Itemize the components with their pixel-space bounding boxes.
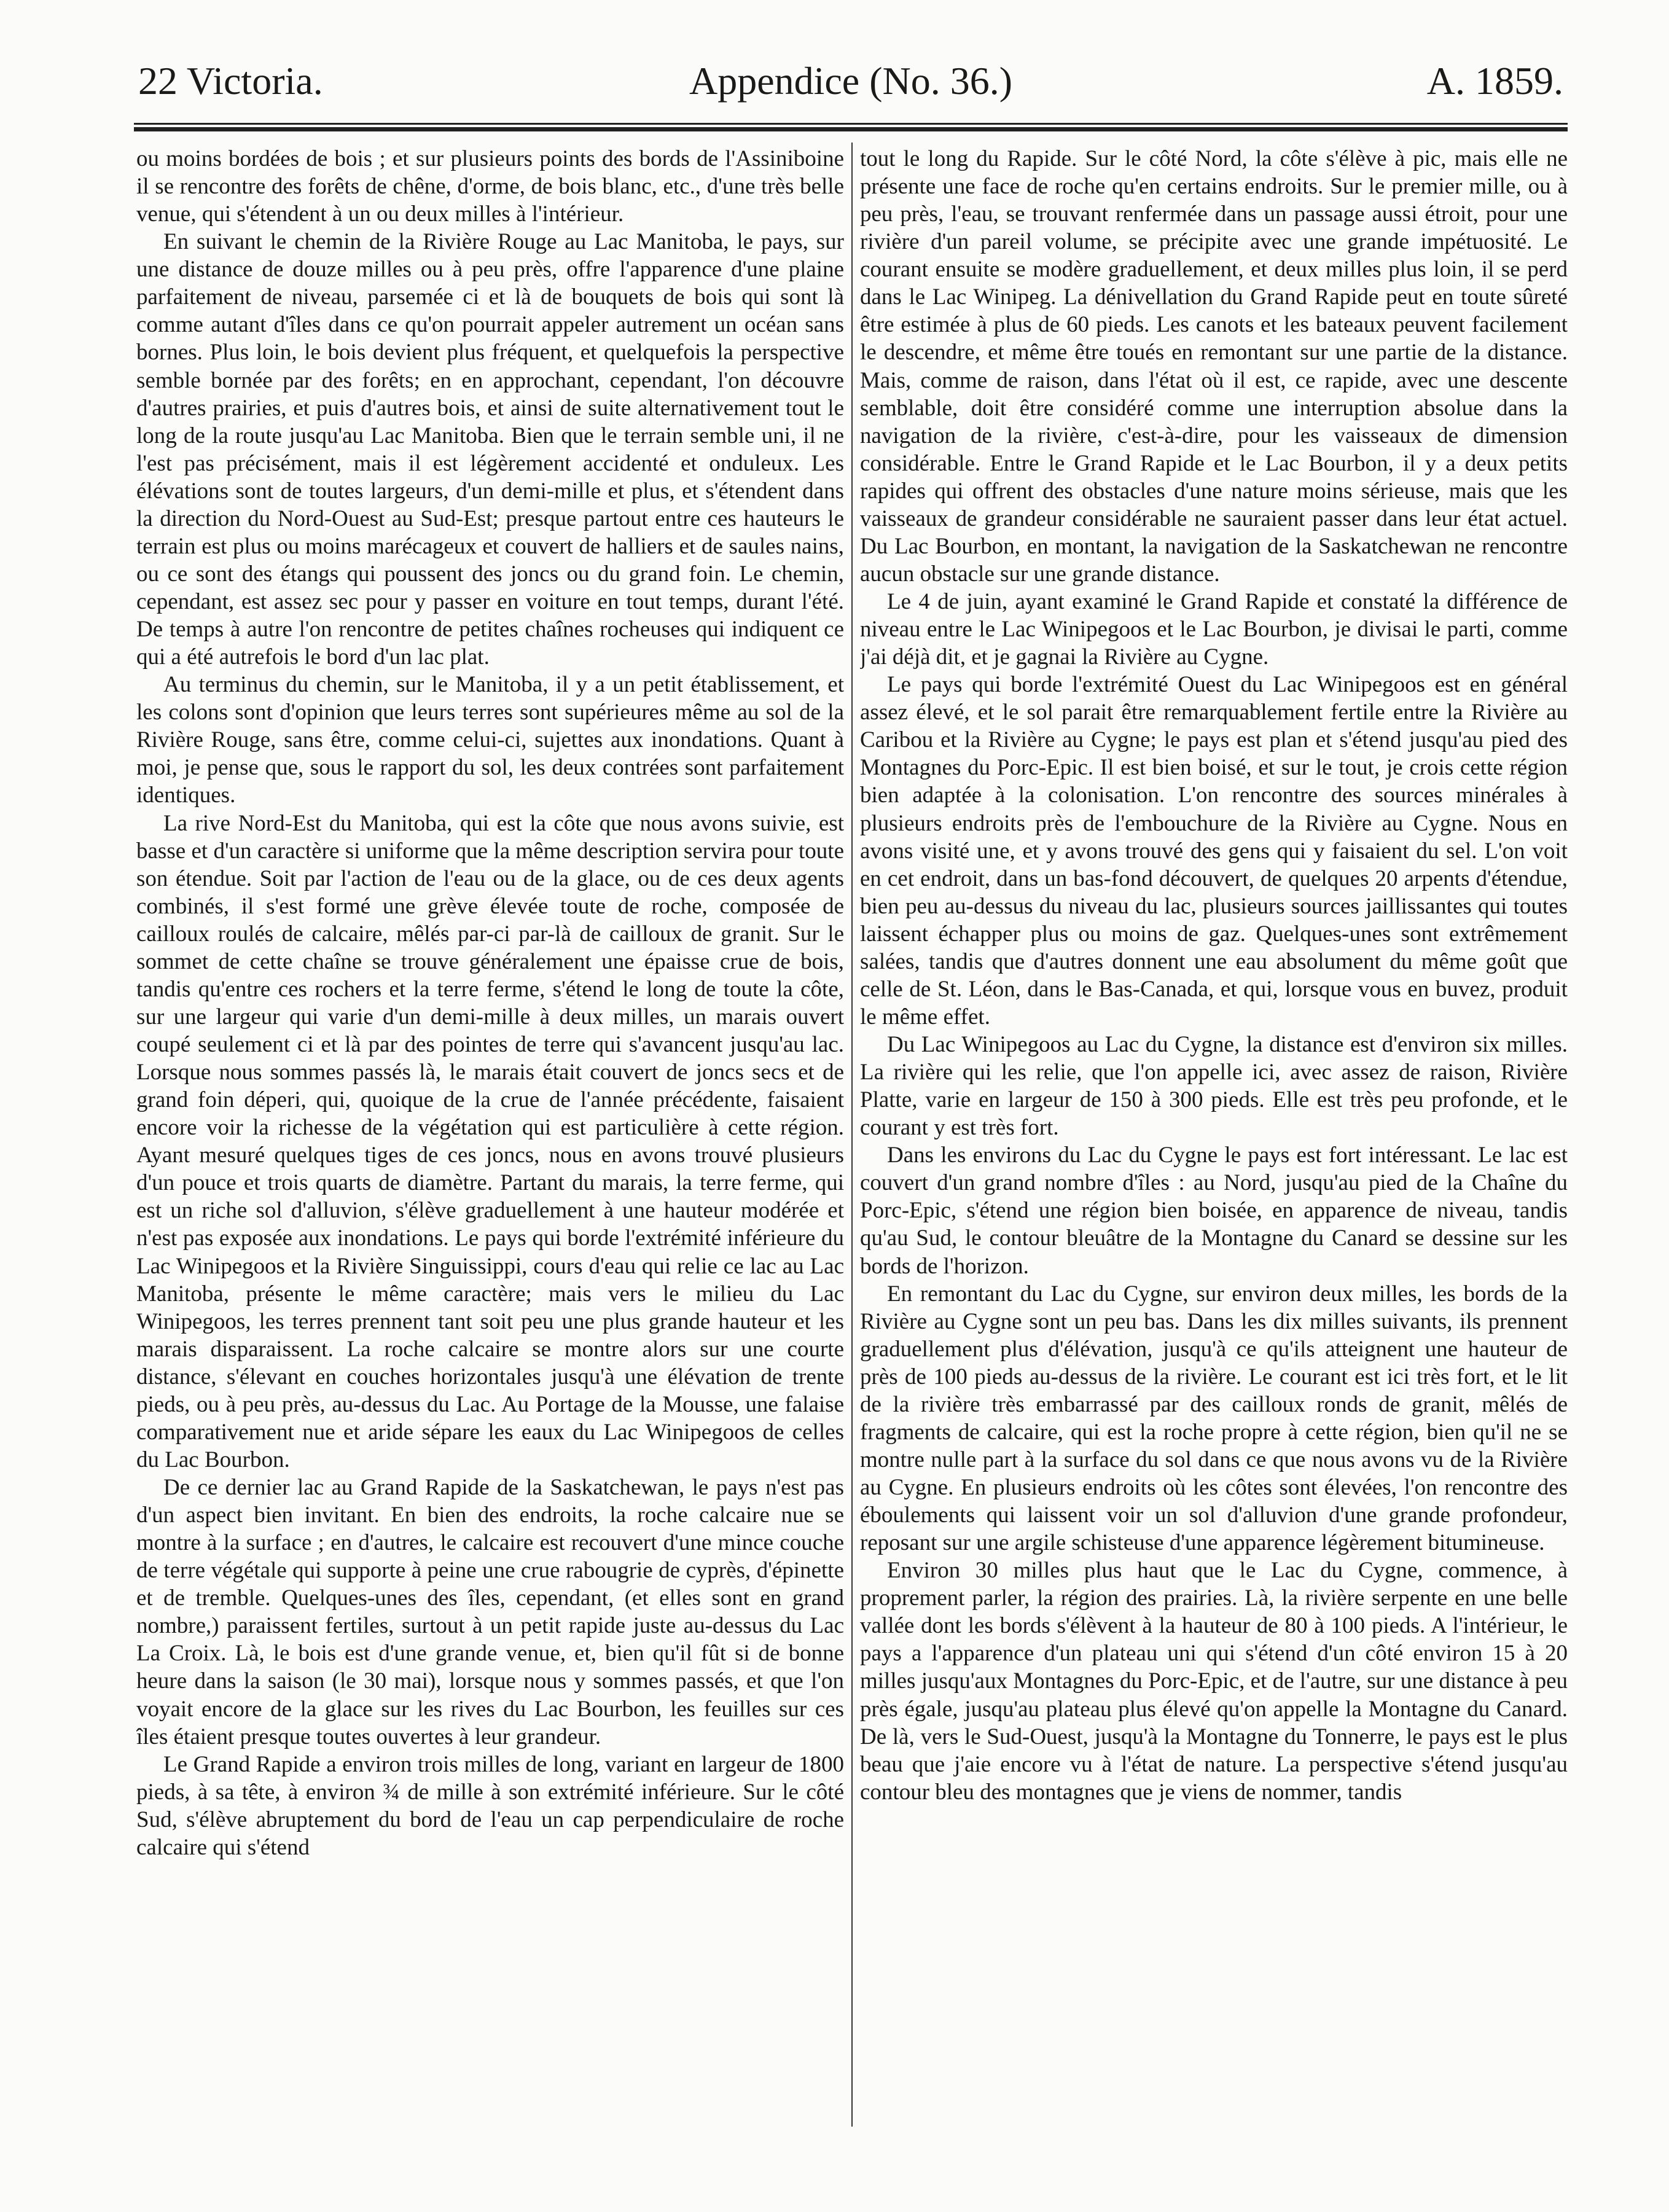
paragraph: En suivant le chemin de la Rivière Rouge au Lac Manitoba, le pays, sur une distance de douze milles ou à peu près, offre l'apparence d'une plaine parfaitement de niveau, parsemée ci et là de bouquets de bois qui sont là comme autant d'îles dans ce qu'on pourrait appeler autrement un océan sans bornes. Plus loin, le bois devient plus fréquent, et quelquefois la perspective semble bornée par des forêts; en en approchant, cependant, l'on découvre d'autres prairies, et puis d'autres bois, et ainsi de suite alternativement tout le long de la route jusqu'au Lac Manitoba. Bien que le terrain semble uni, il ne l'est pas précisément, mais il est légèrement accidenté et onduleux. Les élévations sont de toutes largeurs, d'un demi-mille et plus, et s'étendent dans la direction du Nord-Ouest au Sud-Est; presque partout entre ces hauteurs le terrain est plus ou moins marécageux et couvert de halliers et de saules nains, ou ce sont des étangs qui poussent des joncs ou du grand foin. Le chemin, cependant, est assez sec pour y passer en voiture en tout temps, durant l'été. De temps à autre l'on rencontre de petites chaînes rocheuses qui indiquent ce qui a été autrefois le bord d'un lac plat. [136,229,844,670]
header-year: A. 1859. [1426,59,1563,103]
paragraph: Du Lac Winipegoos au Lac du Cygne, la distance est d'environ six milles. La rivière qui les relie, que l'on appelle ici, avec assez de raison, Rivière Platte, varie en largeur de 150 à 300 pieds. Elle est très peu profonde, et le courant y est très fort. [860,1032,1568,1141]
header-regnal-year: 22 Victoria. [138,59,323,103]
paragraph: La rive Nord-Est du Manitoba, qui est la côte que nous avons suivie, est basse et d'un caractère si uniforme que la même description servira pour toute son étendue. Soit par l'action de l'eau ou de la glace, ou de ces deux agents combinés, il s'est formé une grève élevée toute de roche, composée de cailloux roulés de calcaire, mêlés par-ci par-là de cailloux de granit. Sur le sommet de cette chaîne se trouve généralement une épaisse crue de bois, tandis qu'entre ces rochers et la terre ferme, s'étend le long de toute la côte, sur une largeur qui varie d'un demi-mille à deux milles, un marais ouvert coupé seulement ci et là par des pointes de terre qui s'avancent jusqu'au lac. Lorsque nous sommes passés là, le marais était couvert de joncs secs et de grand foin déperi, qui, quoique de la crue de l'année précédente, faisaient encore voir la richesse de la végétation qui est particulière à cette région. Ayant mesuré quelques tiges de ces joncs, nous en avons trouvé plusieurs d'un pouce et trois quarts de diamètre. Partant du marais, la terre ferme, qui est un riche sol d'alluvion, s'élève graduellement à une hauteur modérée et n'est pas exposée aux inondations. Le pays qui borde l'extrémité inférieure du Lac Winipegoos et la Rivière Singuissippi, cours d'eau qui relie ce lac au Lac Manitoba, présente le même caractère; mais vers le milieu du Lac Winipegoos, les terres prennent tant soit peu une plus grande hauteur et les marais disparaissent. La roche calcaire se montre alors sur une courte distance, s'élevant en couches horizontales jusqu'à une élévation de trente pieds, ou à peu près, au-dessus du Lac. Au Portage de la Mousse, une falaise comparativement nue et aride sépare les eaux du Lac Winipegoos de celles du Lac Bourbon. [136,810,844,1472]
right-column [860,145,1568,2141]
paragraph: Au terminus du chemin, sur le Manitoba, il y a un petit établissement, et les colons sont d'opinion que leurs terres sont supérieures même au sol de la Rivière Rouge, sans être, comme celui-ci, sujettes aux inondations. Quant à moi, je pense que, sous le rapport du sol, les deux contrées sont parfaitement identiques. [136,672,844,808]
header-rule-thin [134,123,1568,125]
paragraph: Le pays qui borde l'extrémité Ouest du Lac Winipegoos est en général assez élevé, et le sol parait être remarquablement fertile entre la Rivière au Caribou et la Rivière au Cygne; le pays est plan et s'étend jusqu'au pied des Montagnes du Porc-Epic. Il est bien boisé, et sur le tout, je crois cette région bien adaptée à la colonisation. L'on rencontre des sources minérales à plusieurs endroits près de l'embouchure de la Rivière au Cygne. Nous en avons visité une, et y avons trouvé des gens qui y faisaient du sel. L'on voit en cet endroit, dans un bas-fond découvert, de quelques 20 arpents d'étendue, bien peu au-dessus du niveau du lac, plusieurs sources jaillissantes qui toutes laissent échapper plus ou moins de gaz. Quelques-unes sont extrêmement salées, tandis que d'autres donnent une eau absolument du même goût que celle de St. Léon, dans le Bas-Canada, et qui, lorsque vous en buvez, produit le même effet. [860,672,1568,1030]
running-header [138,44,1563,118]
header-appendix-title: Appendice (No. 36.) [689,59,1013,103]
paragraph: En remontant du Lac du Cygne, sur environ deux milles, les bords de la Rivière au Cygne sont un peu bas. Dans les dix milles suivants, ils prennent graduellement plus d'élévation, jusqu'à ce qu'ils atteignent une hauteur de près de 100 pieds au-dessus de la rivière. Le courant est ici très fort, et le lit de la rivière très embarrassé par des cailloux ronds de granit, mêlés de fragments de calcaire, qui est la roche propre à cette région, bien qu'il ne se montre nulle part à la surface du sol dans ce que nous avons vu de la Rivière au Cygne. En plusieurs endroits où les côtes sont élevées, l'on rencontre des éboulements qui laissent voir un sol d'alluvion d'une grande profondeur, reposant sur une argile schisteuse d'une apparence légèrement bitumineuse. [860,1281,1568,1556]
paragraph: tout le long du Rapide. Sur le côté Nord, la côte s'élève à pic, mais elle ne présente une face de roche qu'en certains endroits. Sur le premier mille, ou à peu près, l'eau, se trouvant renfermée dans un passage aussi étroit, pour une rivière d'un pareil volume, se précipite avec une grande impétuosité. Le courant ensuite se modère graduellement, et deux milles plus loin, il se perd dans le Lac Winipeg. La dénivellation du Grand Rapide peut en toute sûreté être estimée à plus de 60 pieds. Les canots et les bateaux peuvent facilement le descendre, et même être toués en remontant sur une partie de la distance. Mais, comme de raison, dans l'état où il est, ce rapide, avec une descente semblable, doit être considéré comme une interruption absolue dans la navigation de la rivière, c'est-à-dire, pour les vaisseaux de dimension considérable. Entre le Grand Rapide et le Lac Bourbon, il y a deux petits rapides qui offrent des obstacles d'une nature moins sérieuse, mais que les vaisseaux de grandeur considérable ne sauraient passer dans leur état actuel. Du Lac Bourbon, en montant, la navigation de la Saskatchewan ne rencontre aucun obstacle sur une grande distance. [860,146,1568,587]
paragraph: Le 4 de juin, ayant examiné le Grand Rapide et constaté la différence de niveau entre le Lac Winipegoos et le Lac Bourbon, je divisai le parti, comme j'ai déjà dit, et je gagnai la Rivière au Cygne. [860,589,1568,670]
paragraph: Le Grand Rapide a environ trois milles de long, variant en largeur de 1800 pieds, à sa tête, à environ ¾ de mille à son extrémité inférieure. Sur le côté Sud, s'élève abruptement du bord de l'eau un cap perpendiculaire de roche calcaire qui s'étend [136,1751,844,1860]
left-column [136,145,844,2141]
header-rule-thick [134,127,1568,131]
paragraph: ou moins bordées de bois ; et sur plusieurs points des bords de l'Assiniboine il se rencontre des forêts de chêne, d'orme, de bois blanc, etc., d'une très belle venue, qui s'étendent à un ou deux milles à l'intérieur. [136,146,844,227]
paragraph: Environ 30 milles plus haut que le Lac du Cygne, commence, à proprement parler, la région des prairies. Là, la rivière serpente en une belle vallée dont les bords s'élèvent à la hauteur de 80 à 100 pieds. A l'intérieur, le pays a l'apparence d'un plateau uni qui s'étend d'un côté environ 15 à 20 milles jusqu'aux Montagnes du Porc-Epic, et de l'autre, sur une distance à peu près égale, jusqu'au plateau plus élevé qu'on appelle la Montagne du Canard. De là, vers le Sud-Ouest, jusqu'à la Montagne du Tonnerre, le pays est le plus beau que j'aie encore vu à l'état de nature. La perspective s'étend jusqu'au contour bleu des montagnes que je viens de nommer, tandis [860,1558,1568,1805]
column-divider [851,143,853,2127]
paragraph: Dans les environs du Lac du Cygne le pays est fort intéressant. Le lac est couvert d'un grand nombre d'îles : au Nord, jusqu'au pied de la Chaîne du Porc-Epic, s'étend une région bien boisée, en apparence de niveau, tandis qu'au Sud, le contour bleuâtre de la Montagne du Canard se dessine sur les bords de l'horizon. [860,1143,1568,1279]
paragraph: De ce dernier lac au Grand Rapide de la Saskatchewan, le pays n'est pas d'un aspect bien invitant. En bien des endroits, la roche calcaire nue se montre à la surface ; en d'autres, le calcaire est recouvert d'une mince couche de terre végétale qui supporte à peine une crue rabougrie de cyprès, d'épinette et de tremble. Quelques-unes des îles, cependant, (et elles sont en grand nombre,) paraissent fertiles, surtout à un petit rapide juste au-dessus du Lac La Croix. Là, le bois est d'une grande venue, et, bien qu'il fût si de bonne heure dans la saison (le 30 mai), lorsque nous y sommes passés, et que l'on voyait encore de la glace sur les rives du Lac Bourbon, les feuilles sur ces îles étaient presque toutes ouvertes à leur grandeur. [136,1475,844,1749]
